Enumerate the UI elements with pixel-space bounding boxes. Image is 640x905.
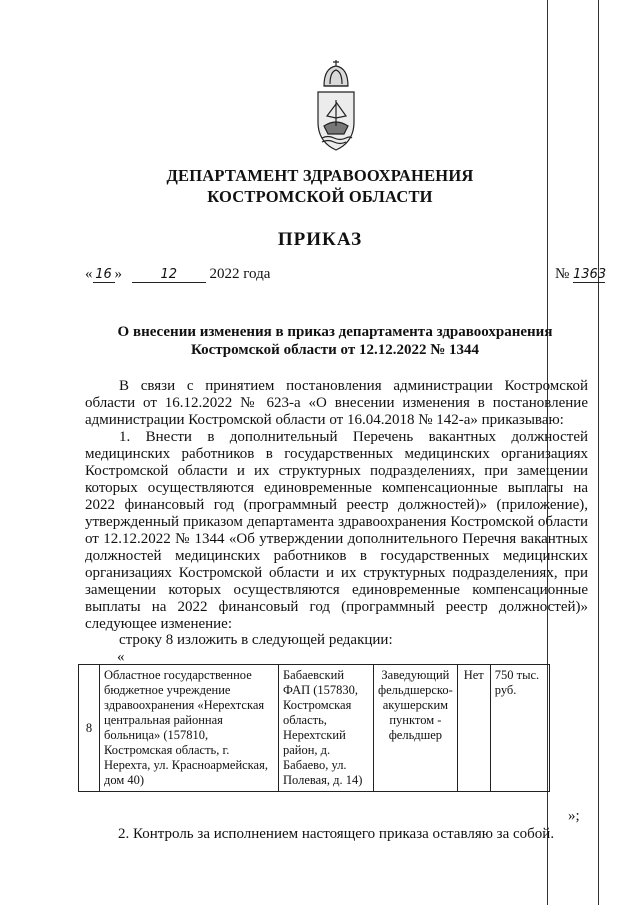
item-1-number: 1. <box>119 429 131 445</box>
position-cell: Заведующий фельдшерско-акушерским пунктом - фельдшер <box>374 665 458 792</box>
date-open-quote: « <box>85 266 93 282</box>
order-number-value: 1363 <box>573 267 607 282</box>
positions-table <box>78 664 550 792</box>
order-number-label: № <box>554 266 570 282</box>
coat-of-arms-emblem <box>308 56 364 156</box>
item-1-text: Внести в дополнительный Перечень вакантных должностей медицинских работников в государственных медицинских организациях Костромской области и их структурных подразделениях, при замещении которых осуществляются единовременные компенсационные выплаты на 2022 финансовый год (программный реестр должностей)» (приложение), утвержденный приказом департамента здравоохранения Костромской области от 12.12.2022 № 1344 «Об утверждении дополнительного Перечня вакантных должностей медицинских работников в государственных медицинских организациях Костромской области и их структурных подразделениях, при замещении которых осуществляются единовременные компенсационные выплаты на 2022 финансовый год (программный реестр должностей)» следующее изменение: <box>85 429 589 632</box>
date-month: 12 <box>132 267 206 283</box>
department-name-line2: КОСТРОМСКОЙ ОБЛАСТИ <box>207 187 433 206</box>
subject-line1: О внесении изменения в приказ департамента здравоохранения <box>117 324 553 340</box>
subject-line2: Костромской области от 12.12.2022 № 1344 <box>190 342 480 358</box>
organization-cell: Областное государственное бюджетное учреждение здравоохранения «Нерехтская центральная районная больница» (157810, Костромская область, г. Нерехта, ул. Красноармейская, дом 40) <box>100 665 279 792</box>
facility-cell: Бабаевский ФАП (157830, Костромская область, Нерехтский район, д. Бабаево, ул. Полевая, д. 14) <box>279 665 374 792</box>
paragraph-row-instruction: строку 8 изложить в следующей редакции: <box>119 632 393 648</box>
date-close-quote: » <box>114 266 122 282</box>
payment-cell: 750 тыс. руб. <box>490 665 549 792</box>
date-day: 16 <box>93 267 115 283</box>
paragraph-item-2: 2. Контроль за исполнением настоящего приказа оставляю за собой. <box>118 826 555 842</box>
order-title: ПРИКАЗ <box>277 229 363 250</box>
flag-cell: Нет <box>457 665 490 792</box>
scan-edge-line <box>598 0 599 905</box>
paragraph-preamble: В связи с принятием постановления администрации Костромской области от 16.12.2022 № 623-а «О внесении изменения в постановление администрации Костромской области от 16.04.2018 № 142-а» приказываю: <box>85 378 588 428</box>
paragraph-item-1 <box>85 429 588 633</box>
order-subject <box>85 323 585 359</box>
quote-close: »; <box>568 808 580 824</box>
date-number-row <box>85 266 605 288</box>
order-number <box>555 266 605 283</box>
quote-open: « <box>117 649 125 665</box>
date-year: 2022 года <box>209 266 271 282</box>
row-number: 8 <box>79 665 100 792</box>
department-name <box>0 165 640 207</box>
department-name-line1: ДЕПАРТАМЕНТ ЗДРАВООХРАНЕНИЯ <box>166 166 474 185</box>
table-row <box>79 665 550 792</box>
